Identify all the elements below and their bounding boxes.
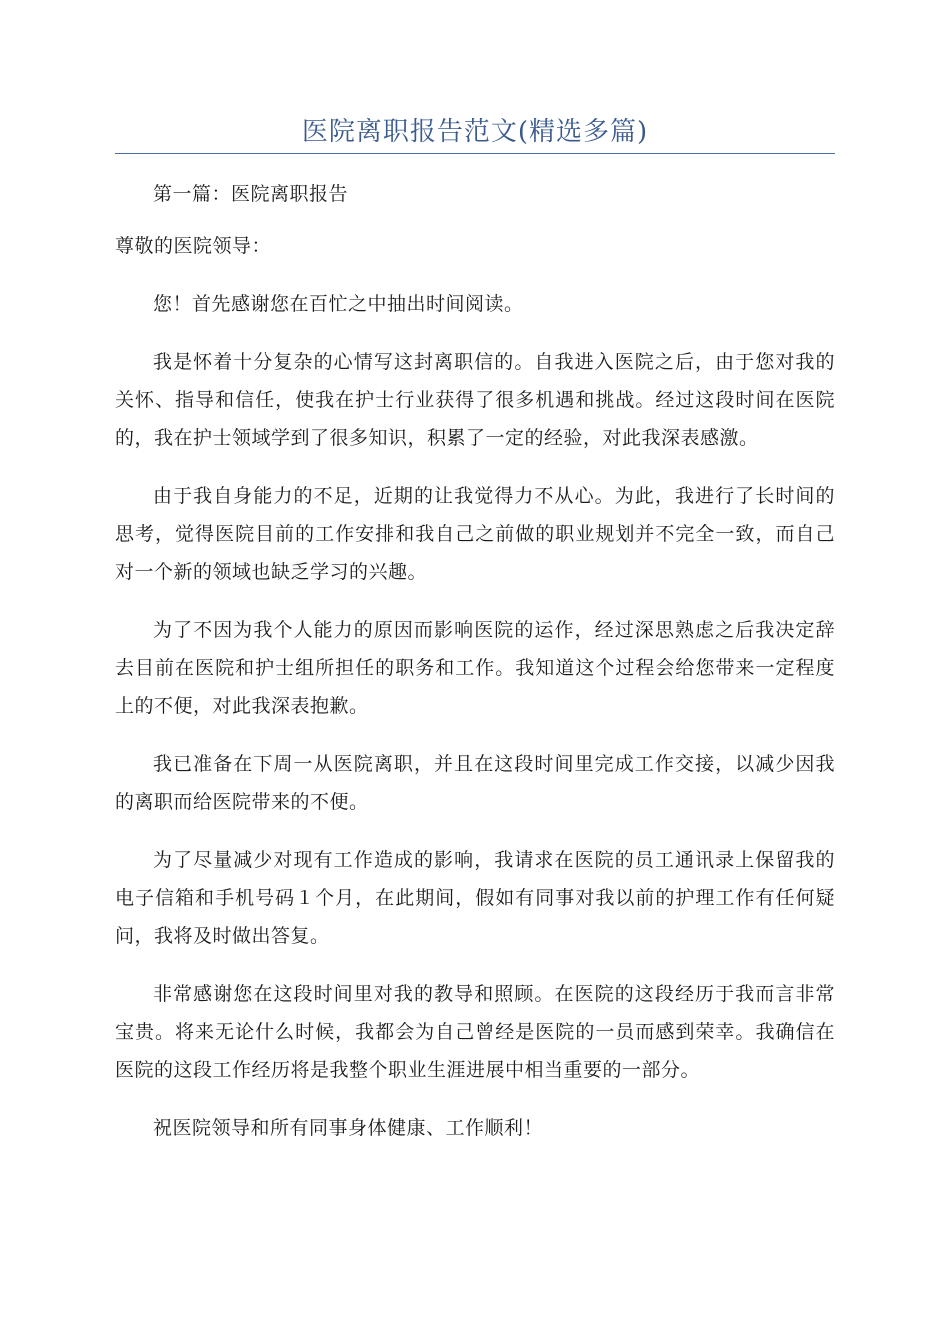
paragraph: 非常感谢您在这段时间里对我的教导和照顾。在医院的这段经历于我而言非常宝贵。将来无论什么时候，我都会为自己曾经是医院的一员而感到荣幸。我确信在医院的这段工作经历将是我整个职业生涯进展中相当重要的一部分。 [115, 983, 835, 1081]
document-body [115, 175, 835, 1167]
paragraph-closing-wishes: 祝医院领导和所有同事身体健康、工作顺利！ [153, 1117, 544, 1139]
paragraph: 我是怀着十分复杂的心情写这封离职信的。自我进入医院之后，由于您对我的关怀、指导和信任，使我在护士行业获得了很多机遇和挑战。经过这段时间在医院的，我在护士领域学到了很多知识，积累了一定的经验，对此我深表感激。 [115, 351, 835, 449]
salutation: 尊敬的医院领导： [115, 235, 272, 257]
document-title: 医院离职报告范文(精选多篇) [301, 117, 649, 147]
section-heading: 第一篇：医院离职报告 [153, 183, 349, 205]
paragraph: 为了不因为我个人能力的原因而影响医院的运作，经过深思熟虑之后我决定辞去目前在医院和护士组所担任的职务和工作。我知道这个过程会给您带来一定程度上的不便，对此我深表抱歉。 [115, 619, 835, 717]
title-underline [115, 153, 835, 154]
paragraph-greeting: 您！首先感谢您在百忙之中抽出时间阅读。 [153, 293, 524, 315]
paragraph: 由于我自身能力的不足，近期的让我觉得力不从心。为此，我进行了长时间的思考，觉得医院目前的工作安排和我自己之前做的职业规划并不完全一致，而自己对一个新的领域也缺乏学习的兴趣。 [115, 485, 835, 583]
paragraph: 为了尽量减少对现有工作造成的影响，我请求在医院的员工通讯录上保留我的电子信箱和手机号码１个月，在此期间，假如有同事对我以前的护理工作有任何疑问，我将及时做出答复。 [115, 849, 835, 947]
paragraph: 我已准备在下周一从医院离职，并且在这段时间里完成工作交接，以减少因我的离职而给医院带来的不便。 [115, 753, 835, 813]
